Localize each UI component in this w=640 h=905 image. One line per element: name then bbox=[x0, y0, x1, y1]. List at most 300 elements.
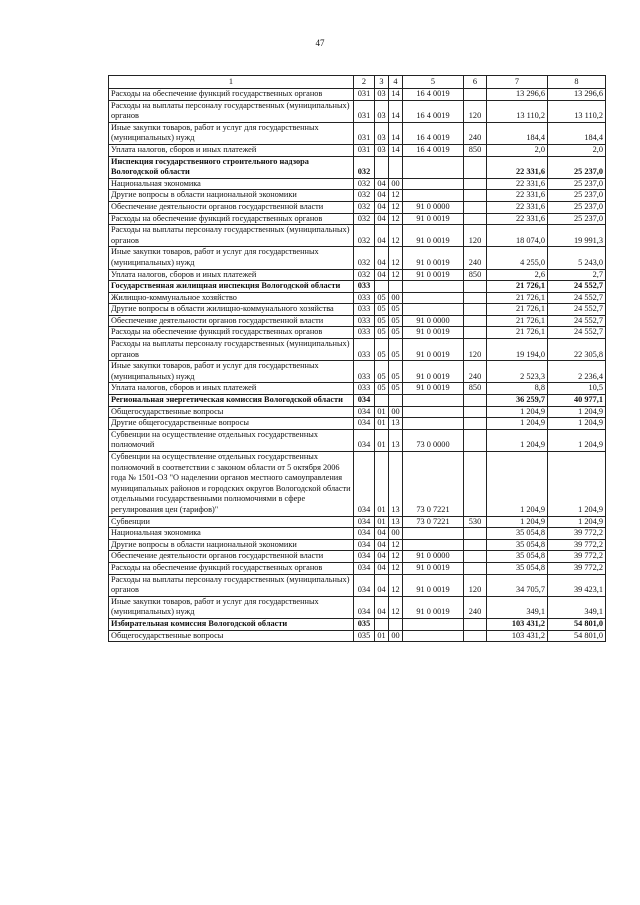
ministry-code: 034 bbox=[354, 551, 375, 563]
row-name: Другие вопросы в области национальной экономики bbox=[109, 539, 354, 551]
subsection-code: 12 bbox=[389, 562, 403, 574]
amount-year-2: 24 552,7 bbox=[548, 327, 606, 339]
amount-year-2: 2,0 bbox=[548, 144, 606, 156]
table-row bbox=[109, 383, 606, 395]
row-name: Иные закупки товаров, работ и услуг для государственных (муниципальных) нужд bbox=[109, 247, 354, 269]
subsection-code: 00 bbox=[389, 292, 403, 304]
target-article-code bbox=[403, 539, 464, 551]
subsection-code: 12 bbox=[389, 551, 403, 563]
column-header: 6 bbox=[464, 76, 487, 89]
subsection-code: 12 bbox=[389, 247, 403, 269]
ministry-code: 033 bbox=[354, 292, 375, 304]
subsection-code: 12 bbox=[389, 574, 403, 596]
table-row bbox=[109, 361, 606, 383]
ministry-code: 031 bbox=[354, 144, 375, 156]
section-code: 03 bbox=[375, 100, 389, 122]
target-article-code: 16 4 0019 bbox=[403, 144, 464, 156]
target-article-code bbox=[403, 281, 464, 293]
amount-year-1: 21 726,1 bbox=[487, 315, 548, 327]
table-row bbox=[109, 406, 606, 418]
target-article-code bbox=[403, 618, 464, 630]
section-code: 05 bbox=[375, 361, 389, 383]
row-name: Расходы на обеспечение функций государственных органов bbox=[109, 89, 354, 101]
section-code bbox=[375, 156, 389, 178]
section-code bbox=[375, 281, 389, 293]
ministry-code: 034 bbox=[354, 395, 375, 407]
target-article-code bbox=[403, 156, 464, 178]
ministry-code: 032 bbox=[354, 225, 375, 247]
amount-year-1: 1 204,9 bbox=[487, 418, 548, 430]
amount-year-2: 1 204,9 bbox=[548, 452, 606, 517]
ministry-code: 034 bbox=[354, 596, 375, 618]
section-code: 04 bbox=[375, 247, 389, 269]
section-code: 05 bbox=[375, 292, 389, 304]
amount-year-2: 184,4 bbox=[548, 122, 606, 144]
table-row bbox=[109, 201, 606, 213]
ministry-code: 034 bbox=[354, 452, 375, 517]
table-row bbox=[109, 292, 606, 304]
amount-year-2: 22 305,8 bbox=[548, 339, 606, 361]
subsection-code: 12 bbox=[389, 596, 403, 618]
amount-year-2: 10,5 bbox=[548, 383, 606, 395]
section-code: 04 bbox=[375, 551, 389, 563]
table-row bbox=[109, 89, 606, 101]
target-article-code bbox=[403, 630, 464, 642]
row-name: Уплата налогов, сборов и иных платежей bbox=[109, 383, 354, 395]
row-name: Субвенции bbox=[109, 516, 354, 528]
expense-type-code bbox=[464, 327, 487, 339]
column-header: 4 bbox=[389, 76, 403, 89]
table-row bbox=[109, 327, 606, 339]
expense-type-code bbox=[464, 452, 487, 517]
table-body bbox=[109, 89, 606, 642]
amount-year-2: 13 110,2 bbox=[548, 100, 606, 122]
table-row bbox=[109, 429, 606, 451]
target-article-code: 91 0 0000 bbox=[403, 551, 464, 563]
amount-year-2: 24 552,7 bbox=[548, 304, 606, 316]
subsection-code: 05 bbox=[389, 383, 403, 395]
section-code bbox=[375, 395, 389, 407]
ministry-code: 032 bbox=[354, 269, 375, 281]
column-header: 1 bbox=[109, 76, 354, 89]
expense-type-code bbox=[464, 213, 487, 225]
table-row bbox=[109, 539, 606, 551]
subsection-code: 12 bbox=[389, 269, 403, 281]
target-article-code bbox=[403, 528, 464, 540]
target-article-code bbox=[403, 418, 464, 430]
expense-type-code: 240 bbox=[464, 361, 487, 383]
amount-year-2: 2,7 bbox=[548, 269, 606, 281]
target-article-code: 91 0 0019 bbox=[403, 339, 464, 361]
amount-year-1: 2 523,3 bbox=[487, 361, 548, 383]
ministry-code: 032 bbox=[354, 156, 375, 178]
section-code: 04 bbox=[375, 528, 389, 540]
amount-year-1: 22 331,6 bbox=[487, 190, 548, 202]
ministry-code: 035 bbox=[354, 618, 375, 630]
subsection-code: 13 bbox=[389, 516, 403, 528]
ministry-code: 034 bbox=[354, 562, 375, 574]
subsection-code: 05 bbox=[389, 304, 403, 316]
ministry-code: 032 bbox=[354, 201, 375, 213]
row-name: Обеспечение деятельности органов государственной власти bbox=[109, 315, 354, 327]
amount-year-1: 2,0 bbox=[487, 144, 548, 156]
target-article-code bbox=[403, 406, 464, 418]
amount-year-1: 35 054,8 bbox=[487, 551, 548, 563]
amount-year-2: 40 977,1 bbox=[548, 395, 606, 407]
subsection-code bbox=[389, 281, 403, 293]
subsection-code: 12 bbox=[389, 213, 403, 225]
subsection-code: 05 bbox=[389, 315, 403, 327]
target-article-code bbox=[403, 178, 464, 190]
target-article-code: 16 4 0019 bbox=[403, 100, 464, 122]
expense-type-code bbox=[464, 429, 487, 451]
amount-year-1: 103 431,2 bbox=[487, 630, 548, 642]
amount-year-1: 35 054,8 bbox=[487, 539, 548, 551]
amount-year-2: 19 991,3 bbox=[548, 225, 606, 247]
amount-year-1: 22 331,6 bbox=[487, 201, 548, 213]
table-row bbox=[109, 516, 606, 528]
row-name: Обеспечение деятельности органов государственной власти bbox=[109, 201, 354, 213]
target-article-code bbox=[403, 292, 464, 304]
expense-type-code bbox=[464, 551, 487, 563]
table-row bbox=[109, 618, 606, 630]
section-code: 01 bbox=[375, 452, 389, 517]
section-code: 01 bbox=[375, 418, 389, 430]
section-code: 05 bbox=[375, 339, 389, 361]
expense-type-code: 120 bbox=[464, 225, 487, 247]
ministry-code: 031 bbox=[354, 89, 375, 101]
amount-year-2: 39 423,1 bbox=[548, 574, 606, 596]
row-name: Региональная энергетическая комиссия Вологодской области bbox=[109, 395, 354, 407]
target-article-code: 73 0 7221 bbox=[403, 516, 464, 528]
amount-year-2: 54 801,0 bbox=[548, 618, 606, 630]
amount-year-1: 1 204,9 bbox=[487, 452, 548, 517]
expense-type-code bbox=[464, 281, 487, 293]
amount-year-2: 25 237,0 bbox=[548, 213, 606, 225]
expense-type-code: 850 bbox=[464, 383, 487, 395]
section-code: 03 bbox=[375, 144, 389, 156]
table-row bbox=[109, 100, 606, 122]
amount-year-1: 35 054,8 bbox=[487, 528, 548, 540]
table-row bbox=[109, 395, 606, 407]
section-code: 05 bbox=[375, 383, 389, 395]
table-row bbox=[109, 528, 606, 540]
section-code: 04 bbox=[375, 190, 389, 202]
row-name: Расходы на выплаты персоналу государственных (муниципальных) органов bbox=[109, 100, 354, 122]
ministry-code: 034 bbox=[354, 574, 375, 596]
amount-year-2: 5 243,0 bbox=[548, 247, 606, 269]
amount-year-2: 39 772,2 bbox=[548, 528, 606, 540]
subsection-code: 12 bbox=[389, 201, 403, 213]
amount-year-1: 13 296,6 bbox=[487, 89, 548, 101]
ministry-code: 034 bbox=[354, 516, 375, 528]
target-article-code: 91 0 0019 bbox=[403, 562, 464, 574]
row-name: Расходы на обеспечение функций государственных органов bbox=[109, 213, 354, 225]
subsection-code bbox=[389, 156, 403, 178]
subsection-code: 05 bbox=[389, 327, 403, 339]
expense-type-code bbox=[464, 528, 487, 540]
table-row bbox=[109, 551, 606, 563]
subsection-code: 13 bbox=[389, 418, 403, 430]
row-name: Избирательная комиссия Вологодской области bbox=[109, 618, 354, 630]
budget-table bbox=[108, 75, 606, 642]
expense-type-code bbox=[464, 292, 487, 304]
amount-year-1: 8,8 bbox=[487, 383, 548, 395]
section-code: 04 bbox=[375, 574, 389, 596]
amount-year-2: 39 772,2 bbox=[548, 539, 606, 551]
amount-year-2: 24 552,7 bbox=[548, 315, 606, 327]
expense-type-code bbox=[464, 395, 487, 407]
section-code: 01 bbox=[375, 630, 389, 642]
row-name: Другие общегосударственные вопросы bbox=[109, 418, 354, 430]
table-row bbox=[109, 122, 606, 144]
table-header-row bbox=[109, 76, 606, 89]
row-name: Расходы на обеспечение функций государственных органов bbox=[109, 327, 354, 339]
amount-year-1: 21 726,1 bbox=[487, 304, 548, 316]
row-name: Расходы на обеспечение функций государственных органов bbox=[109, 562, 354, 574]
section-code: 04 bbox=[375, 596, 389, 618]
expense-type-code bbox=[464, 630, 487, 642]
table-row bbox=[109, 144, 606, 156]
amount-year-2: 1 204,9 bbox=[548, 429, 606, 451]
table-row bbox=[109, 452, 606, 517]
section-code: 04 bbox=[375, 269, 389, 281]
ministry-code: 031 bbox=[354, 100, 375, 122]
target-article-code: 91 0 0000 bbox=[403, 201, 464, 213]
row-name: Расходы на выплаты персоналу государственных (муниципальных) органов bbox=[109, 339, 354, 361]
table-row bbox=[109, 596, 606, 618]
expense-type-code bbox=[464, 406, 487, 418]
target-article-code bbox=[403, 395, 464, 407]
subsection-code: 12 bbox=[389, 225, 403, 247]
target-article-code: 91 0 0000 bbox=[403, 315, 464, 327]
expense-type-code bbox=[464, 304, 487, 316]
subsection-code: 14 bbox=[389, 122, 403, 144]
target-article-code bbox=[403, 190, 464, 202]
target-article-code: 16 4 0019 bbox=[403, 122, 464, 144]
subsection-code: 14 bbox=[389, 89, 403, 101]
ministry-code: 034 bbox=[354, 429, 375, 451]
ministry-code: 034 bbox=[354, 539, 375, 551]
subsection-code bbox=[389, 618, 403, 630]
section-code: 04 bbox=[375, 201, 389, 213]
row-name: Общегосударственные вопросы bbox=[109, 630, 354, 642]
section-code: 01 bbox=[375, 516, 389, 528]
row-name: Государственная жилищная инспекция Вологодской области bbox=[109, 281, 354, 293]
amount-year-1: 103 431,2 bbox=[487, 618, 548, 630]
row-name: Иные закупки товаров, работ и услуг для государственных (муниципальных) нужд bbox=[109, 361, 354, 383]
expense-type-code bbox=[464, 178, 487, 190]
expense-type-code bbox=[464, 562, 487, 574]
column-header: 8 bbox=[548, 76, 606, 89]
table-row bbox=[109, 315, 606, 327]
target-article-code: 91 0 0019 bbox=[403, 383, 464, 395]
section-code: 03 bbox=[375, 122, 389, 144]
ministry-code: 032 bbox=[354, 213, 375, 225]
subsection-code: 00 bbox=[389, 528, 403, 540]
row-name: Инспекция государственного строительного надзора Вологодской области bbox=[109, 156, 354, 178]
amount-year-2: 1 204,9 bbox=[548, 406, 606, 418]
amount-year-1: 22 331,6 bbox=[487, 178, 548, 190]
column-header: 2 bbox=[354, 76, 375, 89]
target-article-code: 91 0 0019 bbox=[403, 269, 464, 281]
expense-type-code bbox=[464, 618, 487, 630]
row-name: Иные закупки товаров, работ и услуг для государственных (муниципальных) нужд bbox=[109, 122, 354, 144]
amount-year-1: 21 726,1 bbox=[487, 281, 548, 293]
ministry-code: 033 bbox=[354, 327, 375, 339]
target-article-code: 91 0 0019 bbox=[403, 213, 464, 225]
ministry-code: 034 bbox=[354, 528, 375, 540]
ministry-code: 033 bbox=[354, 315, 375, 327]
subsection-code: 12 bbox=[389, 539, 403, 551]
ministry-code: 032 bbox=[354, 247, 375, 269]
expense-type-code bbox=[464, 539, 487, 551]
table-row bbox=[109, 281, 606, 293]
row-name: Жилищно-коммунальное хозяйство bbox=[109, 292, 354, 304]
subsection-code: 05 bbox=[389, 339, 403, 361]
row-name: Другие вопросы в области жилищно-коммунального хозяйства bbox=[109, 304, 354, 316]
expense-type-code: 120 bbox=[464, 100, 487, 122]
amount-year-2: 25 237,0 bbox=[548, 156, 606, 178]
ministry-code: 033 bbox=[354, 383, 375, 395]
amount-year-1: 36 259,7 bbox=[487, 395, 548, 407]
amount-year-2: 13 296,6 bbox=[548, 89, 606, 101]
column-header: 5 bbox=[403, 76, 464, 89]
subsection-code: 05 bbox=[389, 361, 403, 383]
subsection-code: 14 bbox=[389, 144, 403, 156]
ministry-code: 032 bbox=[354, 178, 375, 190]
expense-type-code: 850 bbox=[464, 269, 487, 281]
row-name: Общегосударственные вопросы bbox=[109, 406, 354, 418]
row-name: Расходы на выплаты персоналу государственных (муниципальных) органов bbox=[109, 574, 354, 596]
table-row bbox=[109, 190, 606, 202]
page-number: 47 bbox=[315, 38, 325, 48]
amount-year-1: 19 194,0 bbox=[487, 339, 548, 361]
subsection-code: 13 bbox=[389, 452, 403, 517]
section-code: 01 bbox=[375, 429, 389, 451]
section-code: 04 bbox=[375, 539, 389, 551]
section-code bbox=[375, 618, 389, 630]
ministry-code: 033 bbox=[354, 304, 375, 316]
amount-year-2: 2 236,4 bbox=[548, 361, 606, 383]
amount-year-2: 1 204,9 bbox=[548, 516, 606, 528]
expense-type-code bbox=[464, 89, 487, 101]
column-header: 3 bbox=[375, 76, 389, 89]
ministry-code: 033 bbox=[354, 361, 375, 383]
section-code: 03 bbox=[375, 89, 389, 101]
amount-year-1: 21 726,1 bbox=[487, 292, 548, 304]
expense-type-code: 850 bbox=[464, 144, 487, 156]
column-header: 7 bbox=[487, 76, 548, 89]
amount-year-2: 39 772,2 bbox=[548, 551, 606, 563]
section-code: 04 bbox=[375, 213, 389, 225]
row-name: Расходы на выплаты персоналу государственных (муниципальных) органов bbox=[109, 225, 354, 247]
target-article-code: 16 4 0019 bbox=[403, 89, 464, 101]
table-row bbox=[109, 156, 606, 178]
target-article-code: 73 0 7221 bbox=[403, 452, 464, 517]
amount-year-1: 4 255,0 bbox=[487, 247, 548, 269]
amount-year-2: 54 801,0 bbox=[548, 630, 606, 642]
expense-type-code: 120 bbox=[464, 339, 487, 361]
amount-year-2: 25 237,0 bbox=[548, 178, 606, 190]
row-name: Субвенции на осуществление отдельных государственных полномочий bbox=[109, 429, 354, 451]
expense-type-code bbox=[464, 418, 487, 430]
table-row bbox=[109, 213, 606, 225]
expense-type-code: 240 bbox=[464, 122, 487, 144]
ministry-code: 034 bbox=[354, 406, 375, 418]
table-row bbox=[109, 574, 606, 596]
section-code: 05 bbox=[375, 315, 389, 327]
amount-year-1: 1 204,9 bbox=[487, 429, 548, 451]
expense-type-code: 120 bbox=[464, 574, 487, 596]
row-name: Национальная экономика bbox=[109, 178, 354, 190]
table-row bbox=[109, 247, 606, 269]
target-article-code: 91 0 0019 bbox=[403, 574, 464, 596]
row-name: Субвенции на осуществление отдельных государственных полномочий в соответствии с законом области от 5 октября 2006 года № 1501-ОЗ "О наделении органов местного самоуправления муниципальных районов и городских округов Вологодской области отдельными государственными полномочиями в сфере регулирования цен (тарифов)" bbox=[109, 452, 354, 517]
amount-year-1: 2,6 bbox=[487, 269, 548, 281]
subsection-code: 13 bbox=[389, 429, 403, 451]
amount-year-2: 24 552,7 bbox=[548, 281, 606, 293]
ministry-code: 031 bbox=[354, 122, 375, 144]
row-name: Национальная экономика bbox=[109, 528, 354, 540]
amount-year-2: 25 237,0 bbox=[548, 201, 606, 213]
amount-year-2: 1 204,9 bbox=[548, 418, 606, 430]
amount-year-2: 25 237,0 bbox=[548, 190, 606, 202]
subsection-code bbox=[389, 395, 403, 407]
amount-year-2: 24 552,7 bbox=[548, 292, 606, 304]
subsection-code: 00 bbox=[389, 178, 403, 190]
amount-year-1: 22 331,6 bbox=[487, 213, 548, 225]
table-row bbox=[109, 562, 606, 574]
ministry-code: 034 bbox=[354, 418, 375, 430]
amount-year-1: 349,1 bbox=[487, 596, 548, 618]
amount-year-1: 184,4 bbox=[487, 122, 548, 144]
amount-year-1: 21 726,1 bbox=[487, 327, 548, 339]
section-code: 04 bbox=[375, 562, 389, 574]
amount-year-1: 18 074,0 bbox=[487, 225, 548, 247]
amount-year-1: 13 110,2 bbox=[487, 100, 548, 122]
table-row bbox=[109, 339, 606, 361]
table-row bbox=[109, 304, 606, 316]
section-code: 01 bbox=[375, 406, 389, 418]
expense-type-code bbox=[464, 201, 487, 213]
amount-year-1: 35 054,8 bbox=[487, 562, 548, 574]
target-article-code: 91 0 0019 bbox=[403, 361, 464, 383]
row-name: Уплата налогов, сборов и иных платежей bbox=[109, 144, 354, 156]
row-name: Уплата налогов, сборов и иных платежей bbox=[109, 269, 354, 281]
target-article-code: 91 0 0019 bbox=[403, 327, 464, 339]
amount-year-1: 34 705,7 bbox=[487, 574, 548, 596]
ministry-code: 033 bbox=[354, 281, 375, 293]
target-article-code: 91 0 0019 bbox=[403, 596, 464, 618]
table-row bbox=[109, 269, 606, 281]
row-name: Обеспечение деятельности органов государственной власти bbox=[109, 551, 354, 563]
amount-year-1: 1 204,9 bbox=[487, 516, 548, 528]
ministry-code: 033 bbox=[354, 339, 375, 361]
table-row bbox=[109, 178, 606, 190]
section-code: 04 bbox=[375, 225, 389, 247]
amount-year-2: 39 772,2 bbox=[548, 562, 606, 574]
expense-type-code bbox=[464, 315, 487, 327]
amount-year-1: 22 331,6 bbox=[487, 156, 548, 178]
section-code: 05 bbox=[375, 327, 389, 339]
ministry-code: 035 bbox=[354, 630, 375, 642]
subsection-code: 14 bbox=[389, 100, 403, 122]
target-article-code: 73 0 0000 bbox=[403, 429, 464, 451]
subsection-code: 00 bbox=[389, 406, 403, 418]
amount-year-1: 1 204,9 bbox=[487, 406, 548, 418]
expense-type-code: 240 bbox=[464, 247, 487, 269]
